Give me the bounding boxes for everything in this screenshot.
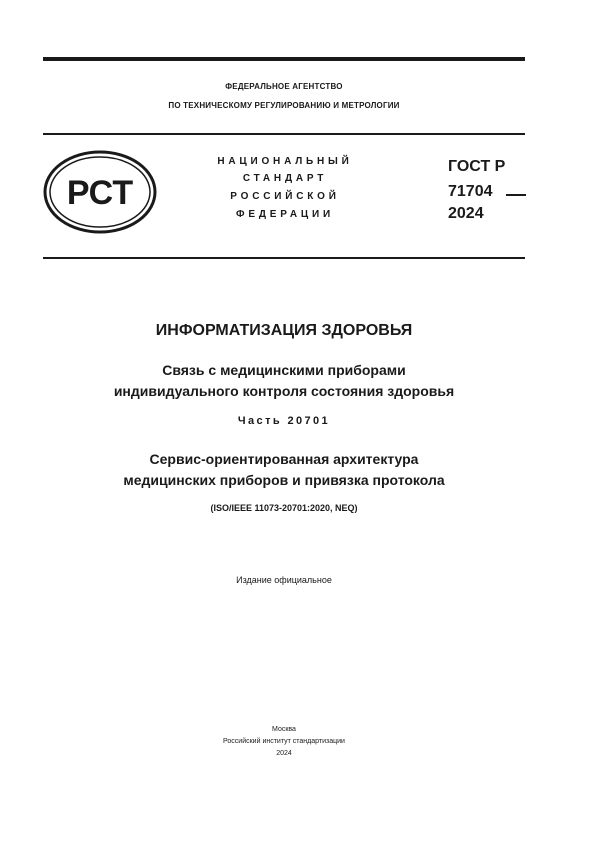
publisher-city: Москва bbox=[272, 726, 296, 733]
document-title: ИНФОРМАТИЗАЦИЯ ЗДОРОВЬЯ bbox=[155, 322, 413, 339]
part-number: Часть 20701 bbox=[237, 415, 331, 427]
iso-reference: (ISO/IEEE 11073-20701:2020, NEQ) bbox=[210, 503, 358, 513]
bottom-rule bbox=[43, 257, 525, 259]
subtitle-line-1: Связь с медицинскими приборами bbox=[162, 362, 406, 378]
edition-note: Издание официальное bbox=[236, 575, 332, 585]
standard-type-line-3: РОССИЙСКОЙ bbox=[230, 191, 340, 202]
subtitle-line-2: индивидуального контроля состояния здоровья bbox=[113, 383, 455, 399]
publication-year: 2024 bbox=[276, 750, 292, 757]
gost-label: ГОСТ Р bbox=[448, 158, 506, 175]
standard-type-line-4: ФЕДЕРАЦИИ bbox=[236, 209, 334, 220]
gost-number: 71704 bbox=[448, 183, 493, 200]
middle-rule bbox=[43, 133, 525, 135]
logo-text: РСТ bbox=[66, 174, 134, 212]
agency-line-1: ФЕДЕРАЛЬНОЕ АГЕНТСТВО bbox=[225, 82, 343, 91]
rst-logo-icon bbox=[43, 150, 157, 234]
service-title-line-2: медицинских приборов и привязка протокола bbox=[123, 472, 445, 488]
agency-line-2: ПО ТЕХНИЧЕСКОМУ РЕГУЛИРОВАНИЮ И МЕТРОЛОГИИ bbox=[168, 101, 400, 110]
top-rule bbox=[43, 57, 525, 61]
service-title-line-1: Сервис-ориентированная архитектура bbox=[149, 451, 419, 467]
gost-year: 2024 bbox=[448, 205, 484, 222]
gost-dash bbox=[506, 194, 526, 196]
publisher-institute: Российский институт стандартизации bbox=[223, 738, 345, 745]
standard-type-line-2: СТАНДАРТ bbox=[242, 173, 328, 184]
standard-type-line-1: НАЦИОНАЛЬНЫЙ bbox=[217, 156, 353, 167]
